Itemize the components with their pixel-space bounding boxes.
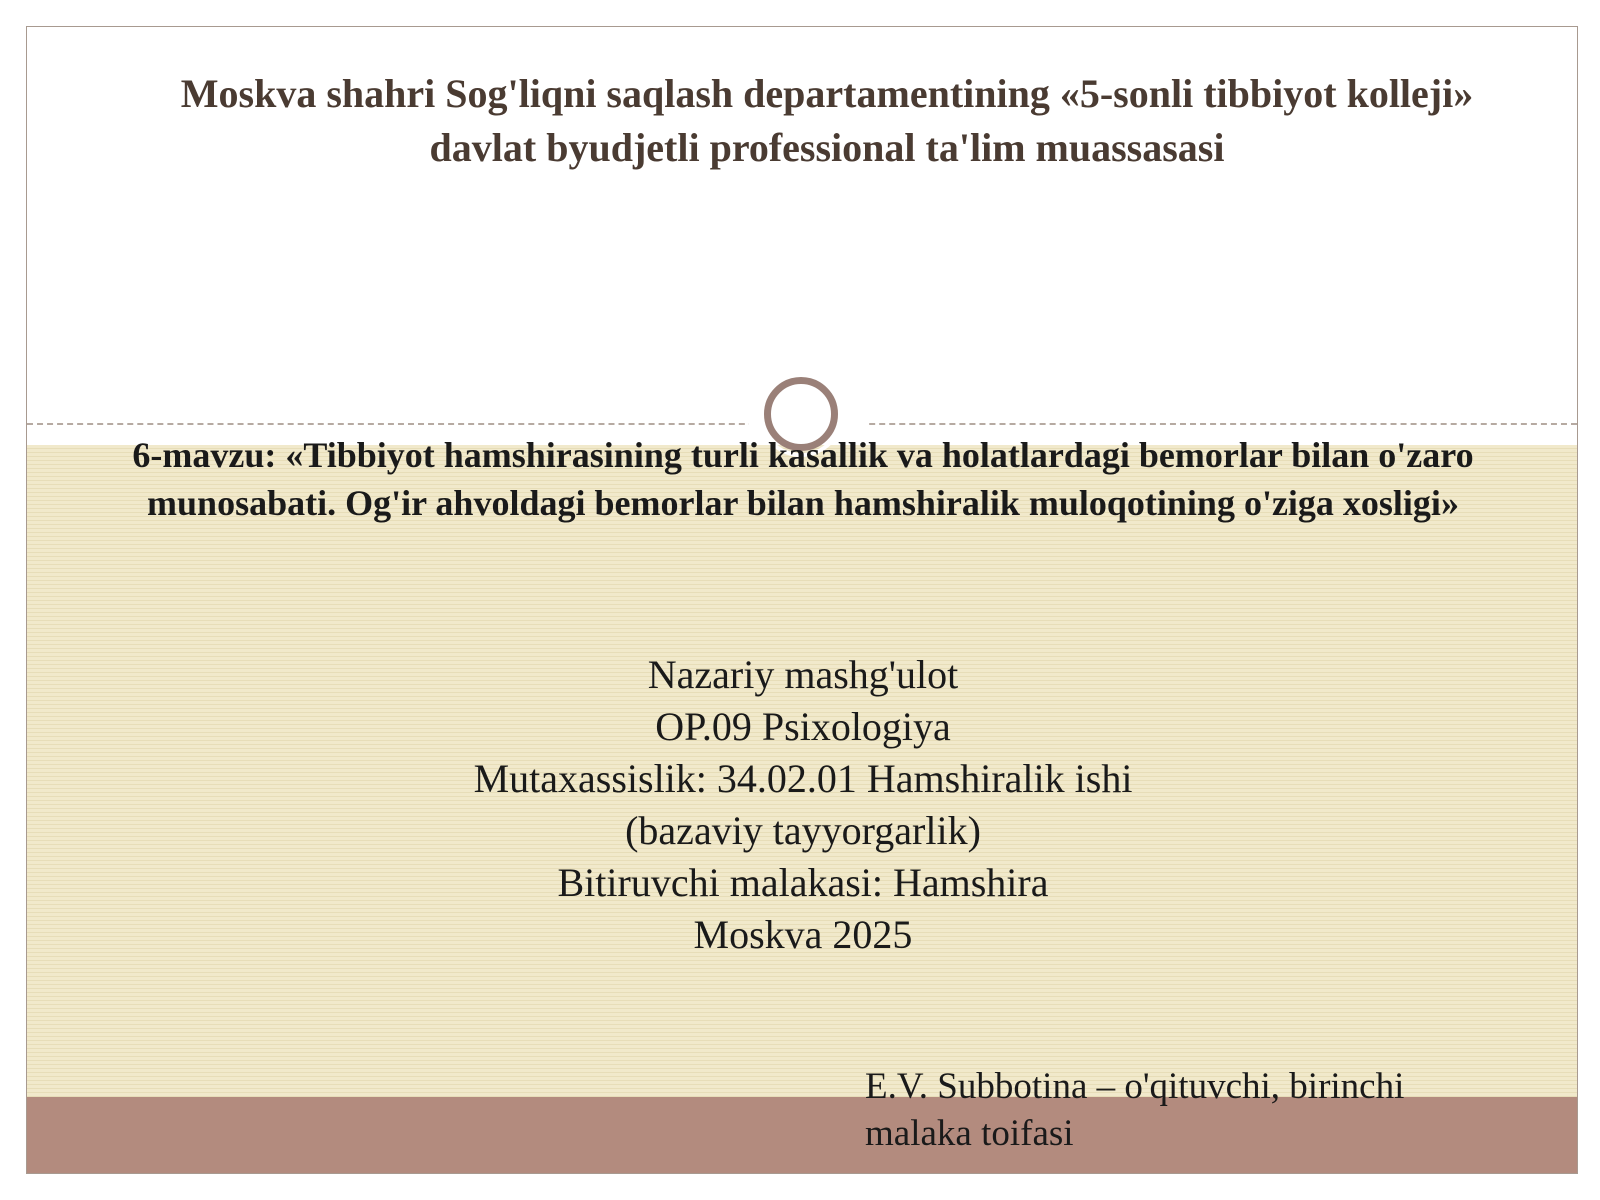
- lesson-info: [227, 649, 1379, 961]
- author-credit: E.V. Subbotina – o'qituvchi, birinchi malaka toifasi: [865, 1066, 1405, 1154]
- specialty: Mutaxassislik: 34.02.01 Hamshiralik ishi: [473, 756, 1133, 801]
- lesson-type: Nazariy mashg'ulot: [647, 652, 959, 697]
- slide: [26, 26, 1578, 1174]
- place-and-year: Moskva 2025: [693, 912, 913, 957]
- graduate-qualification: Bitiruvchi malakasi: Hamshira: [557, 860, 1049, 905]
- training-level: (bazaviy tayyorgarlik): [625, 808, 981, 853]
- institution-title: Moskva shahri Sog'liqni saqlash departamentining «5-sonli tibbiyot kolleji» davlat byudjetli professional ta'lim muassasasi: [180, 71, 1474, 170]
- course-name: OP.09 Psixologiya: [655, 704, 951, 749]
- topic-title: 6-mavzu: «Tibbiyot hamshirasining turli kasallik va holatlardagi bemorlar bilan o'zaro munosabati. Og'ir ahvoldagi bemorlar bilan hamshiralik muloqotining o'ziga xosligi»: [132, 435, 1474, 523]
